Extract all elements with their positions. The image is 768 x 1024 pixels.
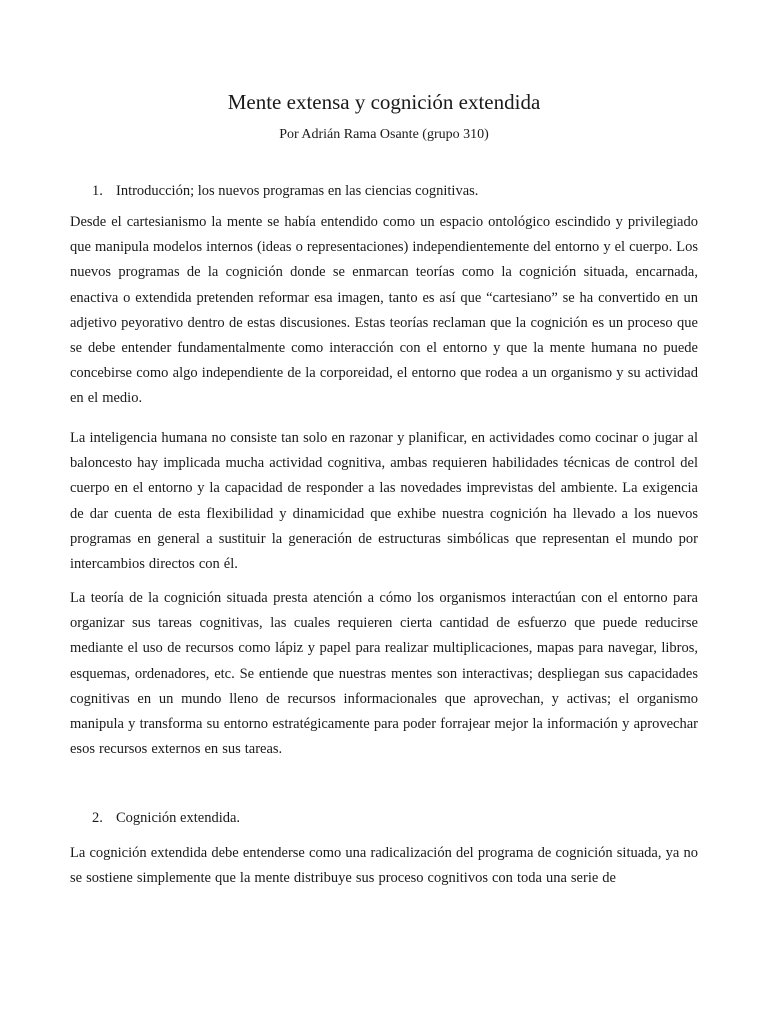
paragraph: La inteligencia humana no consiste tan solo en razonar y planificar, en actividades como cocinar o jugar al baloncesto hay implicada mucha actividad cognitiva, ambas requieren habilidades técnicas de control del cuerpo en el entorno y la capacidad de responder a las novedades imprevistas del ambiente. La exigencia de dar cuenta de esta flexibilidad y dinamicidad que exhibe nuestra cognición ha llevado a los nuevos programas en general a sustituir la generación de estructuras simbólicas que representan el mundo por intercambios directos con él. [70,430,698,573]
section-heading-text-1: Introducción; los nuevos programas en las ciencias cognitivas. [116,183,479,199]
section-heading-text-2: Cognición extendida. [116,810,241,826]
paragraph: La cognición extendida debe entenderse como una radicalización del programa de cognición situada, ya no se sostiene simplemente que la mente distribuye sus proceso cognitivos con toda una serie de [70,845,698,887]
author-line: Por Adrián Rama Osante (grupo 310) [279,127,489,142]
document-title: Mente extensa y cognición extendida [227,90,541,114]
paragraph: La teoría de la cognición situada presta atención a cómo los organismos interactúan con el entorno para organizar sus tareas cognitivas, las cuales requieren cierta cantidad de esfuerzo que puede reducirse mediante el uso de recursos como lápiz y papel para realizar multiplicaciones, mapas para navegar, libros, esquemas, ordenadores, etc. Se entiende que nuestras mentes son interactivas; despliegan sus capacidades cognitivas en un mundo lleno de recursos informacionales que aprovechan, y activas; el organismo manipula y transforma su entorno estratégicamente para poder forrajear mejor la información y aprovechar esos recursos externos en sus tareas. [70,590,698,758]
section-number-2: 2. [92,810,103,826]
section-heading-1 [70,181,698,201]
section-heading-2 [70,808,698,828]
section-number-1: 1. [92,183,103,199]
paragraph: Desde el cartesianismo la mente se había entendido como un espacio ontológico escindido y privilegiado que manipula modelos internos (ideas o representaciones) independientemente del entorno y el cuerpo. Los nuevos programas de la cognición donde se enmarcan teorías como la cognición situada, encarnada, enactiva o extendida pretenden reformar esa imagen, tanto es así que “cartesiano” se ha convertido en un adjetivo peyorativo dentro de estas discusiones. Estas teorías reclaman que la cognición es un proceso que se debe entender fundamentalmente como interacción con el entorno y que la mente humana no puede concebirse como algo independiente de la corporeidad, el entorno que rodea a un organismo y su actividad en el medio. [70,214,698,407]
